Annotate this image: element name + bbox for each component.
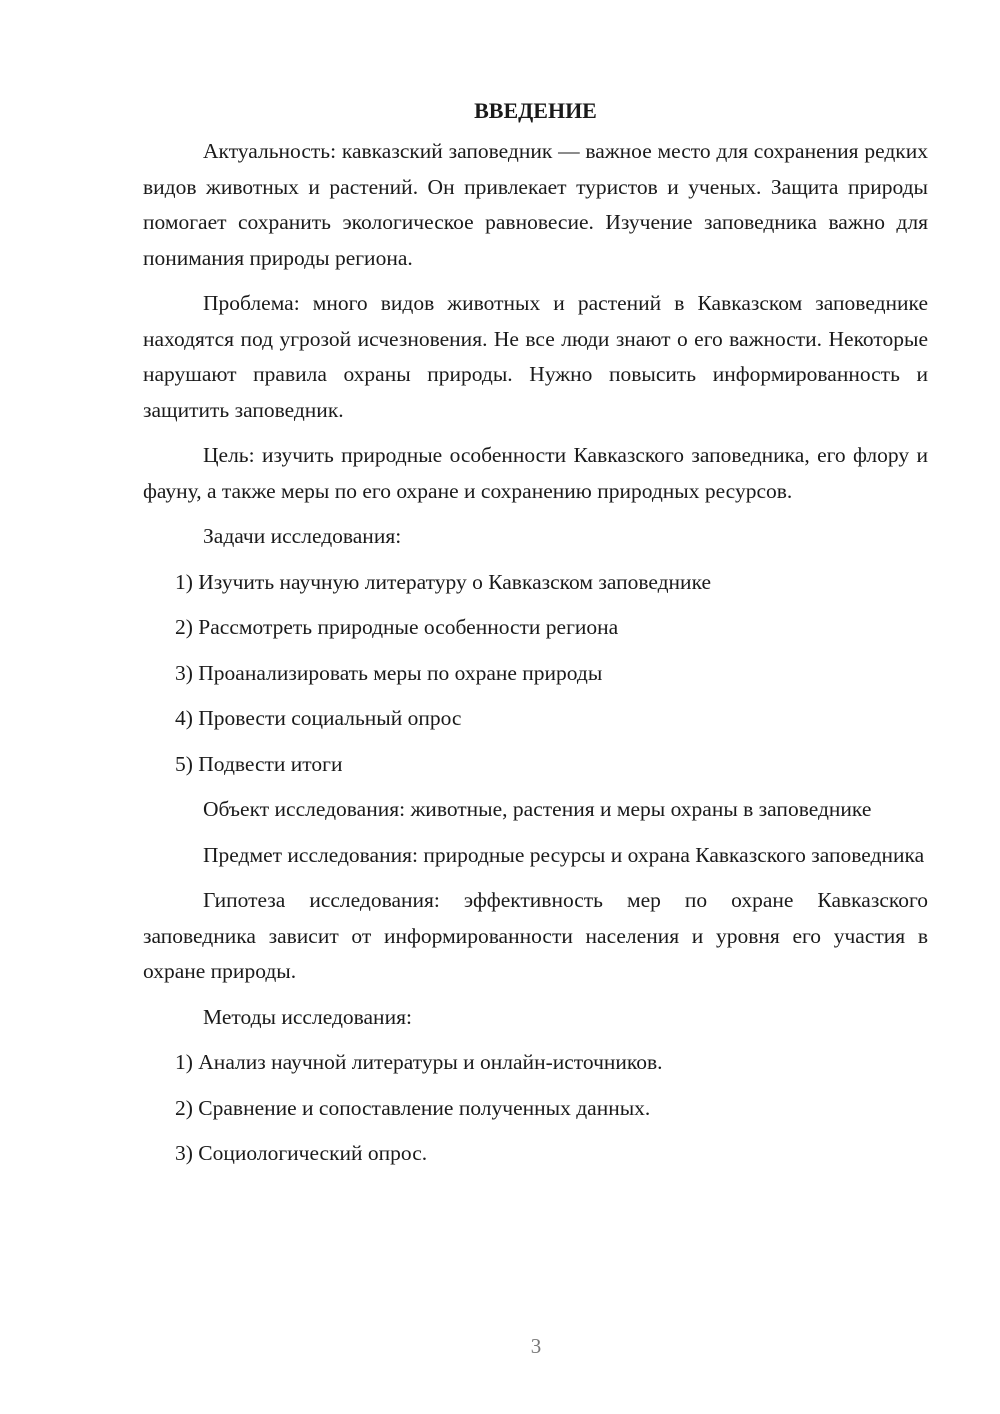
section-title: ВВЕДЕНИЕ <box>474 98 597 123</box>
task-item: 4) Провести социальный опрос <box>175 706 462 730</box>
task-item: 2) Рассмотреть природные особенности региона <box>175 615 619 639</box>
hypothesis-paragraph: Гипотеза исследования: эффективность мер по охране Кавказского заповедника зависит от информированности населения и уровня его участия в охране природы. <box>143 888 928 983</box>
problem-paragraph: Проблема: много видов животных и растений в Кавказском заповеднике находятся под угрозой исчезновения. Не все люди знают о его важности. Некоторые нарушают правила охраны природы. Нужно повысить информированность и защитить заповедник. <box>143 291 928 422</box>
tasks-heading: Задачи исследования: <box>203 524 402 548</box>
relevance-paragraph: Актуальность: кавказский заповедник — важное место для сохранения редких видов животных и растений. Он привлекает туристов и ученых. Защита природы помогает сохранить экологическое равновесие. Изучение заповедника важно для понимания природы региона. <box>143 139 928 270</box>
task-item: 3) Проанализировать меры по охране природы <box>175 660 603 685</box>
methods-heading: Методы исследования: <box>203 1004 412 1029</box>
method-item: 2) Сравнение и сопоставление полученных данных. <box>175 1095 651 1120</box>
page-number: 3 <box>530 1334 542 1358</box>
subject-paragraph: Предмет исследования: природные ресурсы и охрана Кавказского заповедника <box>203 842 925 867</box>
method-item: 3) Социологический опрос. <box>175 1141 428 1165</box>
object-paragraph: Объект исследования: животные, растения и меры охраны в заповеднике <box>203 797 872 821</box>
method-item: 1) Анализ научной литературы и онлайн-источников. <box>175 1050 663 1074</box>
task-item: 1) Изучить научную литературу о Кавказском заповеднике <box>175 569 712 594</box>
document-page <box>143 96 928 1182</box>
task-item: 5) Подвести итоги <box>175 751 343 776</box>
goal-paragraph: Цель: изучить природные особенности Кавказского заповедника, его флору и фауну, а также меры по его охране и сохранению природных ресурсов. <box>143 443 928 503</box>
